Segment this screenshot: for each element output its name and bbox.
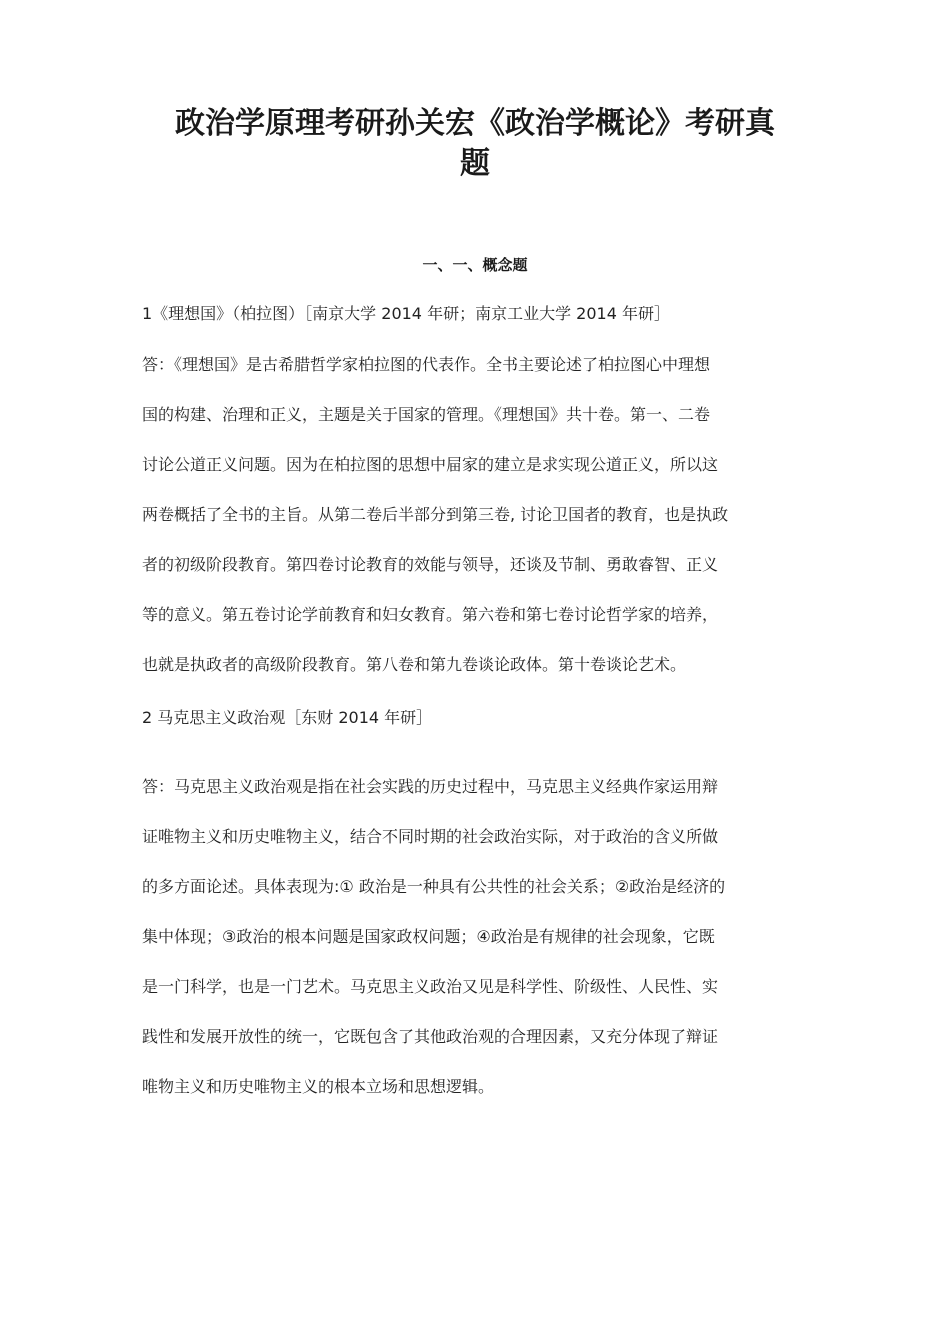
answer-line: 答：《理想国》是古希腊哲学家柏拉图的代表作。全书主要论述了柏拉图心中理想	[142, 355, 711, 374]
answer-line: 两卷概括了全书的主旨。从第二卷后半部分到第三卷, 讨论卫国者的教育，也是执政	[142, 505, 729, 524]
question-1-heading: 1《理想国》（柏拉图）［南京大学 2014 年研；南京工业大学 2014 年研］	[142, 304, 670, 323]
answer-line: 国的构建、治理和正义，主题是关于国家的管理。《理想国》共十卷。第一、二卷	[142, 405, 711, 424]
answer-line: 讨论公道正义问题。因为在柏拉图的思想中屇家的建立是求实现公道正义，所以这	[142, 455, 719, 474]
answer-line: 是一门科学，也是一门艺术。马克思主义政治又见是科学性、阶级性、人民性、实	[142, 977, 719, 996]
question-2-answer	[142, 762, 812, 1112]
answer-line: 的多方面论述。具体表现为:① 政治是一种具有公共性的社会关系；②政治是经济的	[142, 877, 726, 896]
answer-line: 集中体现；③政治的根本问题是国家政权问题；④政治是有规律的社会现象，它既	[142, 927, 715, 946]
answer-line: 唯物主义和历史唯物主义的根本立场和思想逻辑。	[142, 1077, 495, 1096]
answer-line: 践性和发展开放性的统一，它既包含了其他政治观的合理因素，又充分体现了辩证	[142, 1027, 719, 1046]
title-line-1: 政治学原理考研孙关宏《政治学概论》考研真	[175, 106, 775, 141]
answer-line: 证唯物主义和历史唯物主义，结合不同时期的社会政治实际，对于政治的含义所做	[142, 827, 719, 846]
section-heading: 一、一、概念题	[422, 256, 528, 274]
document-title	[140, 104, 810, 184]
question-1-answer	[142, 340, 812, 690]
answer-line: 答：马克思主义政治观是指在社会实践的历史过程中，马克思主义经典作家运用辩	[142, 777, 719, 796]
answer-line: 等的意义。第五卷讨论学前教育和妇女教育。第六卷和第七卷讨论哲学家的培养，	[142, 605, 719, 624]
answer-line: 者的初级阶段教育。第四卷讨论教育的效能与领导，还谈及节制、勇敢睿智、正义	[142, 555, 719, 574]
answer-line: 也就是执政者的高级阶段教育。第八卷和第九卷谈论政体。第十卷谈论艺术。	[142, 655, 687, 674]
title-line-2: 题	[460, 146, 490, 181]
question-2-heading: 2 马克思主义政治观［东财 2014 年研］	[142, 708, 433, 727]
